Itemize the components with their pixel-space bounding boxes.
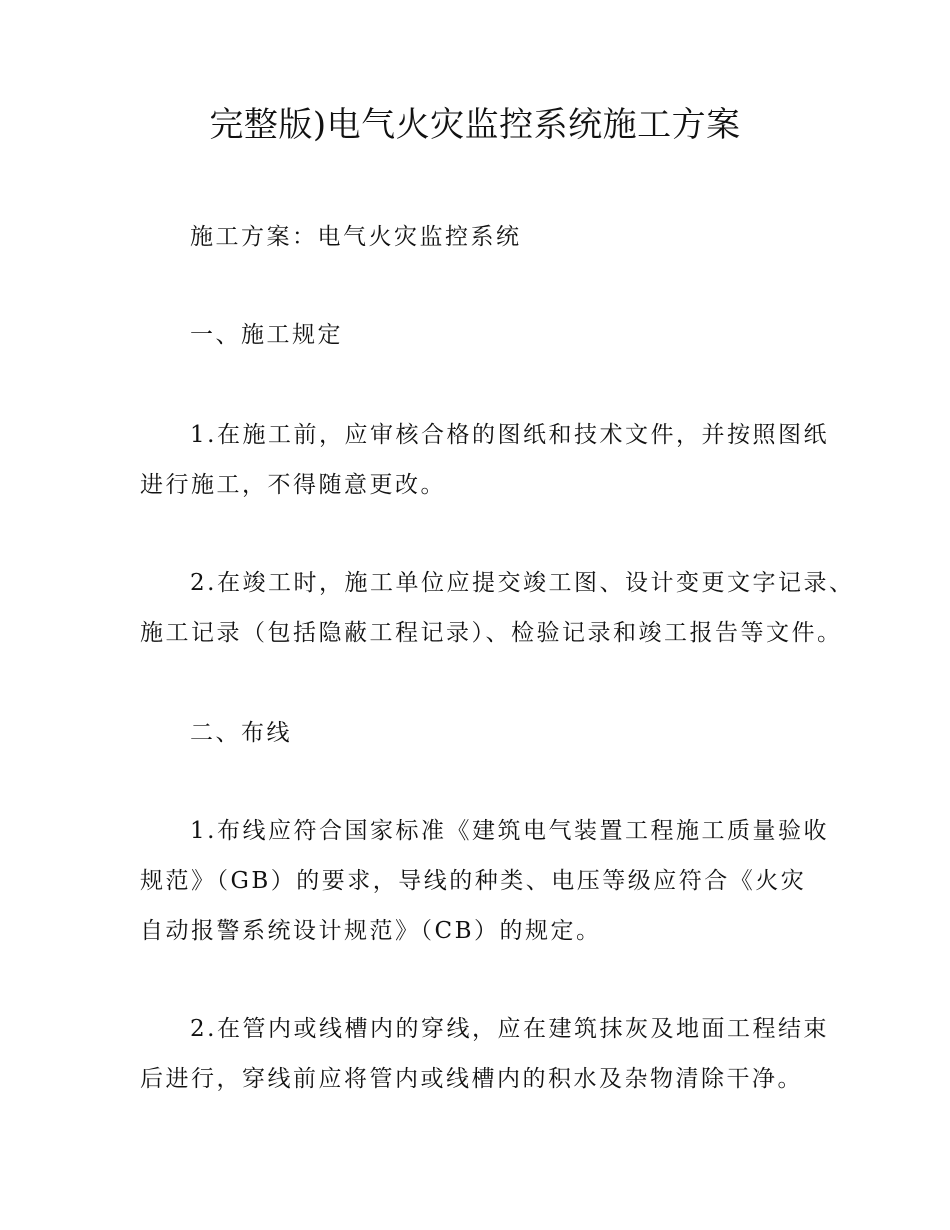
paragraph-rule-1: [140, 410, 840, 510]
paragraph-line: 2.在管内或线槽内的穿线，应在建筑抹灰及地面工程结束: [190, 1016, 829, 1042]
section-heading-wiring: [140, 708, 840, 758]
paragraph-line: 后进行，穿线前应将管内或线槽内的积水及杂物清除干净。: [140, 1066, 803, 1092]
document-title: 完整版)电气火灾监控系统施工方案: [209, 105, 741, 145]
paragraph-line: 1.在施工前，应审核合格的图纸和技术文件，并按照图纸: [190, 422, 829, 448]
paragraph-line: 1.布线应符合国家标准《建筑电气装置工程施工质量验收: [190, 818, 829, 844]
paragraph-line: 二、布线: [190, 720, 292, 746]
paragraph-line: 进行施工，不得随意更改。: [140, 472, 446, 498]
paragraph-wiring-1: [140, 806, 840, 956]
paragraph-subtitle: [140, 212, 840, 262]
section-heading-construction-rules: [140, 310, 840, 360]
paragraph-line: 施工记录（包括隐蔽工程记录）、检验记录和竣工报告等文件。: [140, 620, 843, 646]
paragraph-line: 施工方案：电气火灾监控系统: [190, 224, 522, 250]
paragraph-rule-2: [140, 558, 855, 658]
paragraph-line: 自动报警系统设计规范》（CB）的规定。: [140, 918, 602, 944]
paragraph-line: 2.在竣工时，施工单位应提交竣工图、设计变更文字记录、: [190, 570, 855, 596]
paragraph-line: 一、施工规定: [190, 322, 343, 348]
paragraph-line: 规范》（GB）的要求，导线的种类、电压等级应符合《火灾: [140, 868, 807, 894]
paragraph-wiring-2: [140, 1004, 840, 1104]
